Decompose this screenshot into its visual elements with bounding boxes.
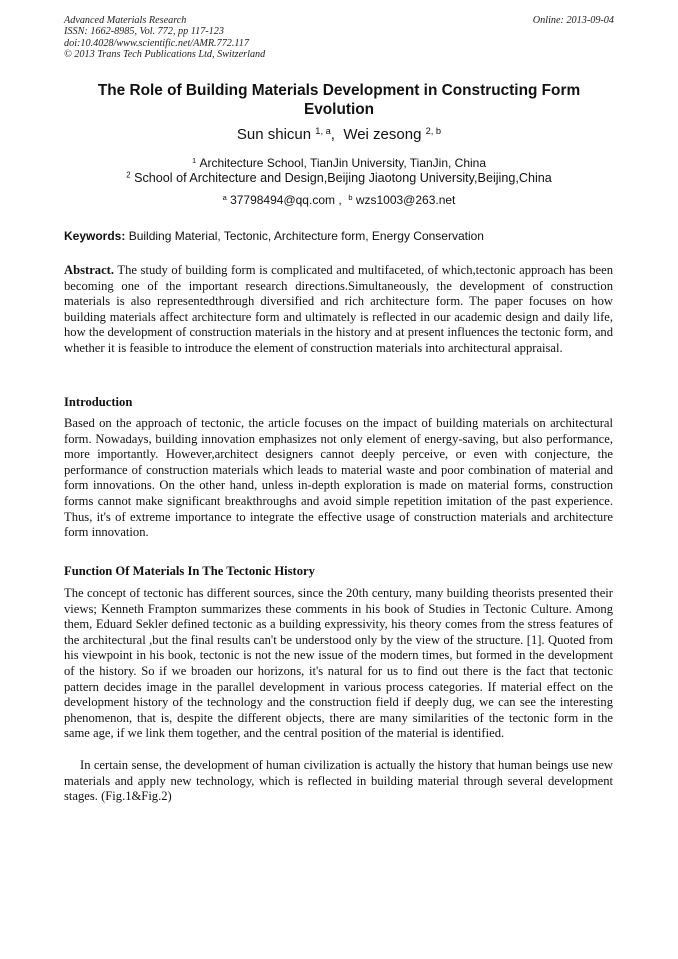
affiliation-text: Architecture School, TianJin University, TianJin, China [199,156,487,170]
affiliation-1 [64,156,614,170]
email-address[interactable]: wzs1003@263.net [355,193,456,207]
function-paragraph-1: The concept of tectonic has different sources, since the 20th century, many building theorists presented their views; Kenneth Frampton summarizes these comments in his book of Studies in Tectonic Culture. Among them, Eduard Sekler defined tectonic as a building expressivity, his theory comes from the stress features of the architectural ,but the final results can't be understood only by the view of the structure. [1]. Quoted from his viewpoint in his book, tectonic is not the new issue of the modern times, but formed in the development of the history. So if we broaden our horizons, it's natural for us to find out there is the fact that tectonic pattern decides image in the parallel development in various process categories. If material effect on the development history of the technology and the construction field if deeply dug, we can see the interesting phenomenon, that is, despite the different objects, there are many similarities of the tectonic form in the same age, if we link them together, and the central position of the material is identified. [64,586,613,741]
affiliation-mark: 2 [126,170,131,180]
copyright-line: © 2013 Trans Tech Publications Ltd, Switzerland [64,49,266,61]
affiliation-text: School of Architecture and Design,Beijing Jiaotong University,Beijing,China [134,171,552,185]
abstract [64,263,613,357]
function-paragraph-2: In certain sense, the development of human civilization is actually the history that human beings use new materials and apply new technology, which is reflected in building material through several development stages. (Fig.1&Fig.2) [64,758,613,804]
abstract-label: Abstract. [64,263,115,277]
author-marks: 1, a [315,125,331,136]
abstract-text: The study of building form is complicated and multifaceted, of which,tectonic approach has been becoming one of the important research directions.Simultaneously, the development of construction materials is also representedthrough diversified and rich architecture form. The paper focuses on how building materials affect architecture form and ultimately is reflected in our academic design and daily life, how the development of construction materials in the history and at present influences the tectonic form, and whether it is feasible to introduce the element of construction materials into architectural appraisal. [64,263,613,355]
online-date: Online: 2013-09-04 [532,15,614,26]
keywords-label: Keywords: [64,229,126,243]
journal-name: Advanced Materials Research [64,15,187,26]
email-line [64,193,614,207]
journal-header [64,15,265,61]
email-address[interactable]: 37798494@qq.com , [230,193,342,207]
affiliation-2 [64,171,614,185]
email-mark: a [222,192,227,202]
email-mark: b [348,192,353,202]
paper-title: The Role of Building Materials Development in Constructing Form Evolution [97,82,581,118]
issn-line: ISSN: 1662-8985, Vol. 772, pp 117-123 [64,26,224,38]
affiliation-mark: 1 [191,155,197,165]
section-heading-function: Function Of Materials In The Tectonic History [64,564,315,578]
keywords [64,229,624,243]
keywords-text: Building Material, Tectonic, Architecture form, Energy Conservation [128,229,484,243]
section-heading-introduction: Introduction [64,395,133,409]
author-line: Sun shicun $^{1, a}$, Wei zesong $^{2, b}$ [236,125,442,143]
doi-line: doi:10.4028/www.scientific.net/AMR.772.117 [64,37,249,49]
author-marks: 2, b [425,125,442,136]
author-name: Wei zesong [343,126,422,143]
author-name: Sun shicun [236,126,312,143]
introduction-paragraph: Based on the approach of tectonic, the article focuses on the impact of building materials on architectural form. Nowadays, building innovation emphasizes not only element of energy-saving, but also performance, more importantly. However,architect designers cannot deeply perceive, or even with conjecture, the performance of construction materials which leads to material waste and poor combination of material and form innovations. On the other hand, unless in-depth exploration is made on material forms, construction forms cannot make significant breakthroughs and avoid simple repetition imitation of the past experience. Thus, it's of extreme importance to integrate the effective usage of construction materials and architecture form innovation. [64,416,613,540]
